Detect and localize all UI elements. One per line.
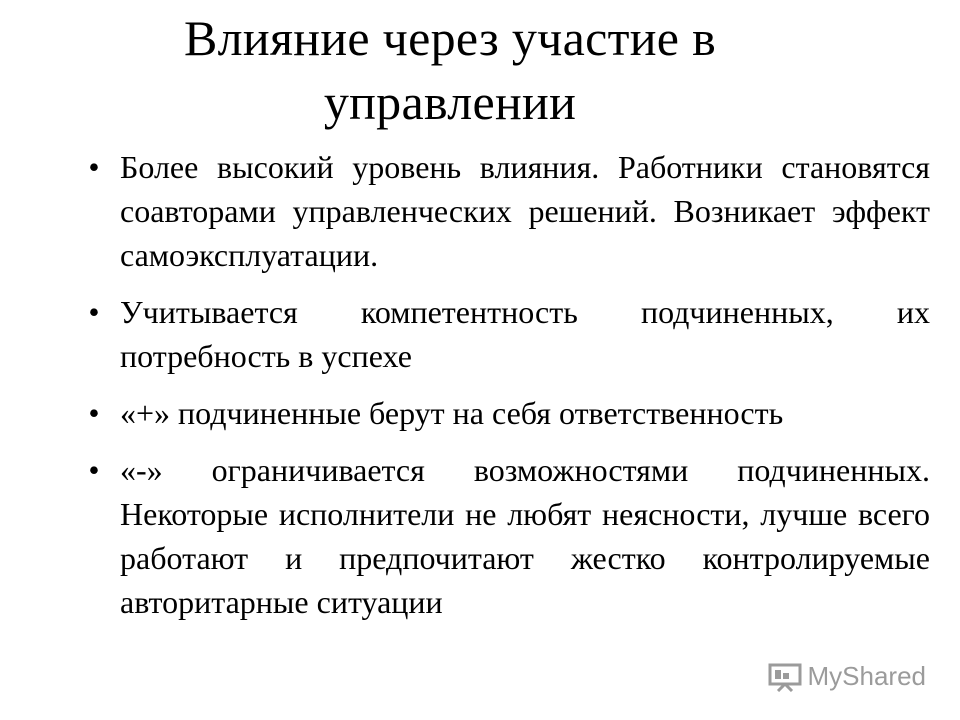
bullet-item <box>80 290 930 378</box>
bullet-text: «-» ограничивается возможностями подчиненных. Некоторые исполнители не любят неясности, лучше всего работают и предпочитают жестко контролируемые авторитарные ситуации <box>120 452 930 620</box>
bullet-marker: • <box>88 395 100 431</box>
bullet-marker: • <box>88 149 100 185</box>
bullet-text: Более высокий уровень влияния. Работники становятся соавторами управленческих решений. Возникает эффект самоэксплуатации. <box>120 149 930 273</box>
bullet-list <box>80 145 930 637</box>
watermark <box>768 661 927 692</box>
watermark-text: MyShared <box>807 661 926 691</box>
bullet-text: Учитывается компетентность подчиненных, их потребность в успехе <box>120 294 930 374</box>
bullet-marker: • <box>88 452 100 488</box>
bullet-item <box>80 448 930 624</box>
bullet-text: «+» подчиненные берут на себя ответственность <box>120 395 784 431</box>
bullet-item <box>80 145 930 277</box>
presentation-board-icon <box>768 662 802 692</box>
bullet-item <box>80 391 930 435</box>
slide-title: Влияние через участие в управлении <box>184 10 716 130</box>
bullet-marker: • <box>88 294 100 330</box>
